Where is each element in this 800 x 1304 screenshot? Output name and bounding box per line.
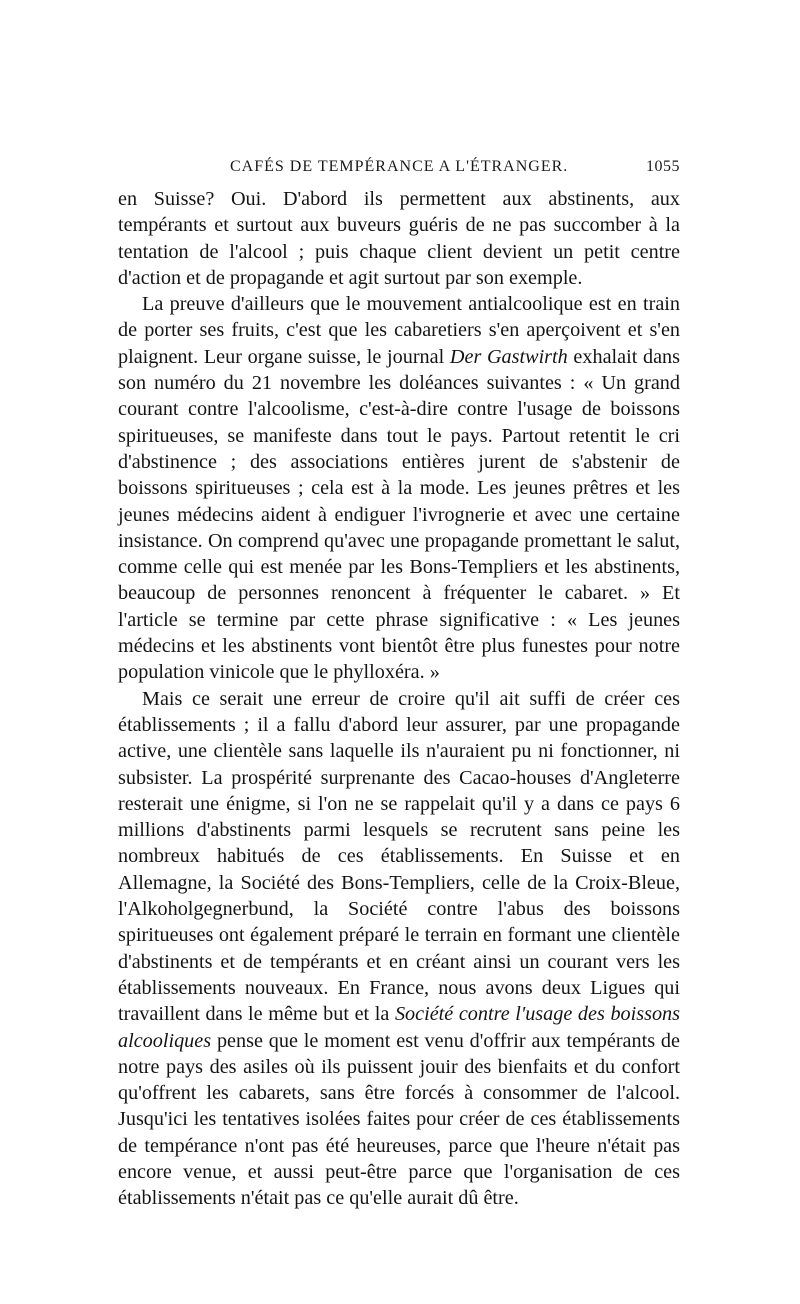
society-name: Société contre l'usage des boissons alcooliques bbox=[118, 1003, 680, 1052]
paragraph-2 bbox=[118, 291, 680, 685]
paragraph-text: pense que le moment est venu d'offrir aux tempérants de notre pays des asiles où ils puissent jouir des bienfaits et du confort qu'offrent les cabarets, sans être forcés à consommer de l'alcool. Jusqu'ici les tentatives isolées faites pour créer de ces établissements de tempérance n'ont pas été heureuses, parce que l'heure n'était pas encore venue, et aussi peut-être parce que l'organisation de ces établissements n'était pas ce qu'elle aurait dû être. bbox=[118, 1029, 680, 1210]
paragraph-text: exhalait dans son numéro du 21 novembre les doléances suivantes : « Un grand courant contre l'alcoolisme, c'est-à-dire contre l'usage de boissons spiritueuses, se manifeste dans tout le pays. Partout retentit le cri d'abstinence ; des associations entières jurent de s'abstenir de boissons spiritueuses ; cela est à la mode. Les jeunes prêtres et les jeunes médecins aident à endiguer l'ivrognerie et avec une certaine insistance. On comprend qu'avec une propagande promettant le salut, comme celle qui est menée par les Bons-Templiers et les abstinents, beaucoup de personnes renoncent à fréquenter le cabaret. » Et l'article se termine par cette phrase significative : « Les jeunes médecins et les abstinents vont bientôt être plus funestes pour notre population vinicole que le phylloxéra. » bbox=[118, 345, 680, 684]
paragraph-text: Mais ce serait une erreur de croire qu'il ait suffi de créer ces établissements ; il a fallu d'abord leur assurer, par une propagande active, une clientèle sans laquelle ils n'auraient pu ni fonctionner, ni subsister. La prospérité surprenante des Cacao-houses d'Angleterre resterait une énigme, si l'on ne se rappelait qu'il y a dans ce pays 6 millions d'abstinents parmi lesquels se recrutent sans peine les nombreux habitués de ces établissements. En Suisse et en Allemagne, la Société des Bons-Templiers, celle de la Croix-Bleue, l'Alkoholgegnerbund, la Société contre l'abus des boissons spiritueuses ont également préparé le terrain en formant une clientèle d'abstinents et de tempérants et en créant ainsi un courant vers les établissements nouveaux. En France, nous avons deux Ligues qui travaillent dans le même but et la bbox=[118, 687, 680, 1026]
paragraph-1 bbox=[118, 186, 680, 291]
paragraph-text: en Suisse? Oui. D'abord ils permettent aux abstinents, aux tempérants et surtout aux buveurs guéris de ne pas succomber à la tentation de l'alcool ; puis chaque client devient un petit centre d'action et de propagande et agit surtout par son exemple. bbox=[118, 188, 680, 289]
paragraph-text: La preuve d'ailleurs que le mouvement antialcoolique est en train de porter ses fruits, c'est que les cabaretiers s'en aperçoivent et s'en plaignent. Leur organe suisse, le journal bbox=[118, 293, 680, 368]
body-text bbox=[118, 186, 680, 1212]
running-head bbox=[118, 158, 680, 182]
running-title: CAFÉS DE TEMPÉRANCE A L'ÉTRANGER. bbox=[230, 158, 569, 175]
paragraph-3 bbox=[118, 686, 680, 1212]
page-number: 1055 bbox=[646, 158, 680, 175]
journal-title: Der Gastwirth bbox=[449, 345, 568, 368]
